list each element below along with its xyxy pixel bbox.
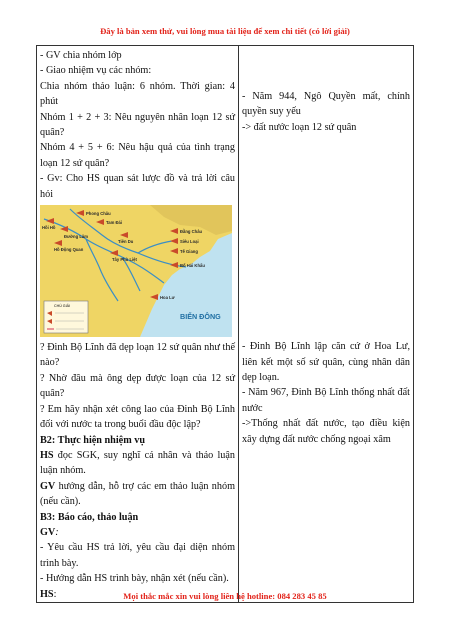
right-line: - Năm 944, Ngô Quyền mất, chính quyền suy yếu [242, 91, 410, 118]
place-label: Tế Giang [180, 249, 198, 255]
place-label: Đường Lâm [64, 234, 88, 240]
preview-banner: Đây là bản xem thử, vui lòng mua tài liệu để xem chi tiết (có lời giải) [100, 26, 350, 36]
gv-label: GV [40, 526, 56, 538]
right-line: - Năm 967, Đinh Bộ Lĩnh thống nhất đất nước [242, 387, 410, 414]
place-label: Siêu Loại [180, 239, 199, 245]
place-label: Đằng Châu [180, 229, 203, 235]
question-line: ? Nhờ đâu mà ông dẹp được loạn của 12 sứ quân? [40, 372, 235, 400]
hs-label: HS [40, 588, 54, 600]
hotline-banner: Mọi thắc mắc xin vui lòng liên hệ hotline: 084 283 45 85 [123, 591, 327, 601]
place-label: Tiên Du [118, 239, 134, 245]
left-line: Nhóm 4 + 5 + 6: Nêu hậu quả của tình trạng loạn 12 sứ quân? [40, 142, 235, 169]
step-3-gv-line [40, 525, 235, 540]
teacher-activities-cell [37, 46, 239, 603]
place-label: Tây Phù Liệt [112, 257, 137, 263]
right-line: ->Thống nhất đất nước, tạo điều kiện xây dựng đất nước chống ngoại xâm [242, 418, 410, 445]
question-line: ? Đinh Bộ Lĩnh đã dẹp loạn 12 sứ quân như thế nào? [40, 342, 235, 369]
place-label: Tam Đái [106, 220, 122, 226]
hs-label: HS [40, 449, 54, 461]
step-3-line: - Hướng dẫn HS trình bày, nhận xét (nếu cần). [40, 573, 229, 585]
gv-text: hướng dẫn, hỗ trợ các em thảo luận nhóm (nếu cần). [40, 480, 235, 508]
step-2-heading: B2: Thực hiện nhiệm vụ [40, 434, 145, 446]
step-2-gv-line [40, 479, 235, 510]
place-label: Hồi Hồ [42, 225, 56, 231]
hs-text: đọc SGK, suy nghĩ cá nhân và thảo luận luận nhóm. [40, 449, 235, 477]
hs-colon: : [53, 588, 57, 600]
step-3-heading: B3: Báo cáo, thảo luận [40, 511, 139, 523]
step-3-line: - Yêu cầu HS trả lời, yêu cầu đại diện nhóm trình bày. [40, 542, 235, 569]
twelve-warlords-map [40, 205, 232, 337]
gv-label: GV [40, 480, 56, 492]
place-label: Phong Châu [86, 211, 111, 217]
left-line: Nhóm 1 + 2 + 3: Nêu nguyên nhân loạn 12 sứ quân? [40, 111, 235, 139]
legend-title: CHÚ GIẢI [54, 304, 70, 309]
right-line: - Đinh Bộ Lĩnh lập căn cứ ở Hoa Lư, liên kết một số sứ quân, cùng nhân dân dẹp loạn. [242, 341, 410, 384]
question-line: ? Em hãy nhận xét công lao của Đinh Bộ Lĩnh đối với nước ta trong buổi đầu độc lập? [40, 403, 235, 431]
left-line: - Gv: Cho HS quan sát lược đồ và trả lời câu hỏi [40, 173, 235, 200]
gv-colon: : [55, 526, 59, 538]
lesson-table [36, 45, 414, 603]
map-svg [40, 205, 232, 337]
place-label: Bố Hải Khẩu [180, 263, 205, 269]
sea-label: BIỂN ĐÔNG [180, 312, 221, 322]
place-label: Hồ Động Quan [54, 247, 84, 253]
left-line: - Giao nhiệm vụ các nhóm: [40, 65, 152, 77]
right-line: -> đất nước loạn 12 sứ quân [242, 121, 357, 133]
step-2-hs-line [40, 448, 235, 479]
left-line: - GV chia nhóm lớp [40, 50, 122, 61]
left-line: Chia nhóm thảo luận: 6 nhóm. Thời gian: 4 phút [40, 80, 235, 108]
content-cell [239, 46, 414, 603]
place-label: Hoa Lư [160, 295, 175, 301]
